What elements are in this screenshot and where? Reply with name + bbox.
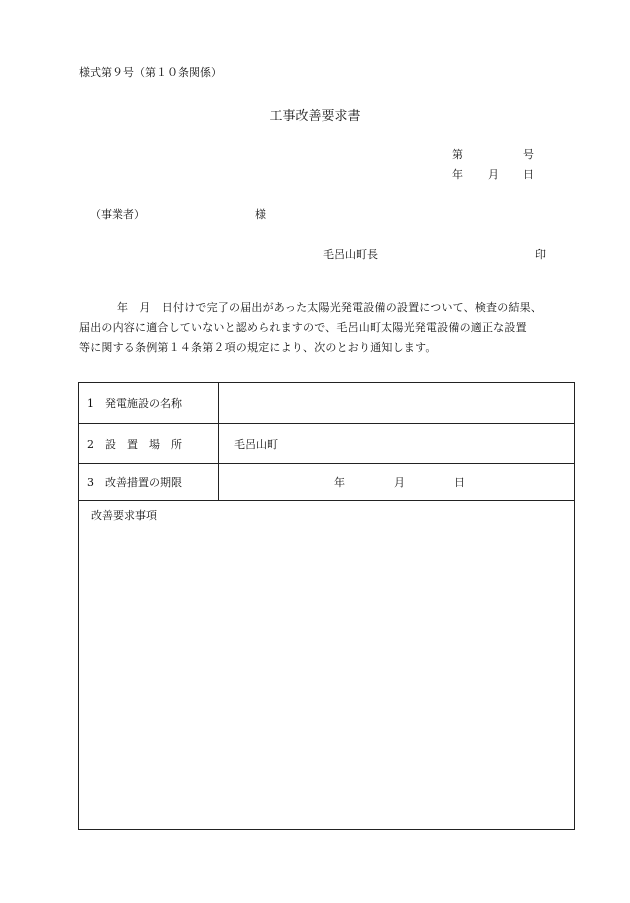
deadline-month: 月 <box>394 476 405 489</box>
deadline-field[interactable] <box>219 464 574 500</box>
location-value: 毛呂山町 <box>234 437 278 451</box>
form-number: 様式第９号（第１０条関係） <box>79 66 222 79</box>
table-row-facility-name <box>79 383 574 424</box>
deadline-label <box>79 464 219 500</box>
document-title: 工事改善要求書 <box>269 109 361 124</box>
requirements-section-label: 改善要求事項 <box>91 509 157 522</box>
location-label-text: 2 設 置 場 所 <box>87 437 182 451</box>
table-row-deadline <box>79 464 574 501</box>
document-number-prefix: 第 <box>452 148 463 161</box>
facility-name-label-text: 1 発電施設の名称 <box>87 397 182 410</box>
issue-date-day: 日 <box>523 168 534 181</box>
facility-name-label <box>79 383 219 423</box>
notice-body-line-2: 届出の内容に適合していないと認められますので、毛呂山町太陽光発電設備の適正な設置 <box>79 321 527 334</box>
notice-body <box>79 298 559 358</box>
issuer-name: 毛呂山町長 <box>323 248 378 261</box>
recipient-honorific: 様 <box>255 208 266 221</box>
facility-name-field[interactable] <box>219 383 574 423</box>
deadline-day: 日 <box>454 476 465 489</box>
issue-date-year: 年 <box>452 168 463 181</box>
deadline-year: 年 <box>334 476 345 489</box>
notice-body-line-3: 等に関する条例第１４条第２項の規定により、次のとおり通知します。 <box>79 341 437 354</box>
seal-mark: 印 <box>535 248 546 261</box>
notice-body-line-1: 年 月 日付けで完了の届出があった太陽光発電設備の設置について、検査の結果、 <box>117 301 543 314</box>
location-field[interactable] <box>219 424 574 463</box>
location-label <box>79 424 219 463</box>
deadline-label-text: 3 改善措置の期限 <box>87 476 182 489</box>
table-row-location <box>79 424 574 464</box>
recipient-label: （事業者） <box>90 208 145 221</box>
improvement-request-table <box>78 382 575 830</box>
issue-date-month: 月 <box>488 168 499 181</box>
document-number-suffix: 号 <box>523 148 534 161</box>
